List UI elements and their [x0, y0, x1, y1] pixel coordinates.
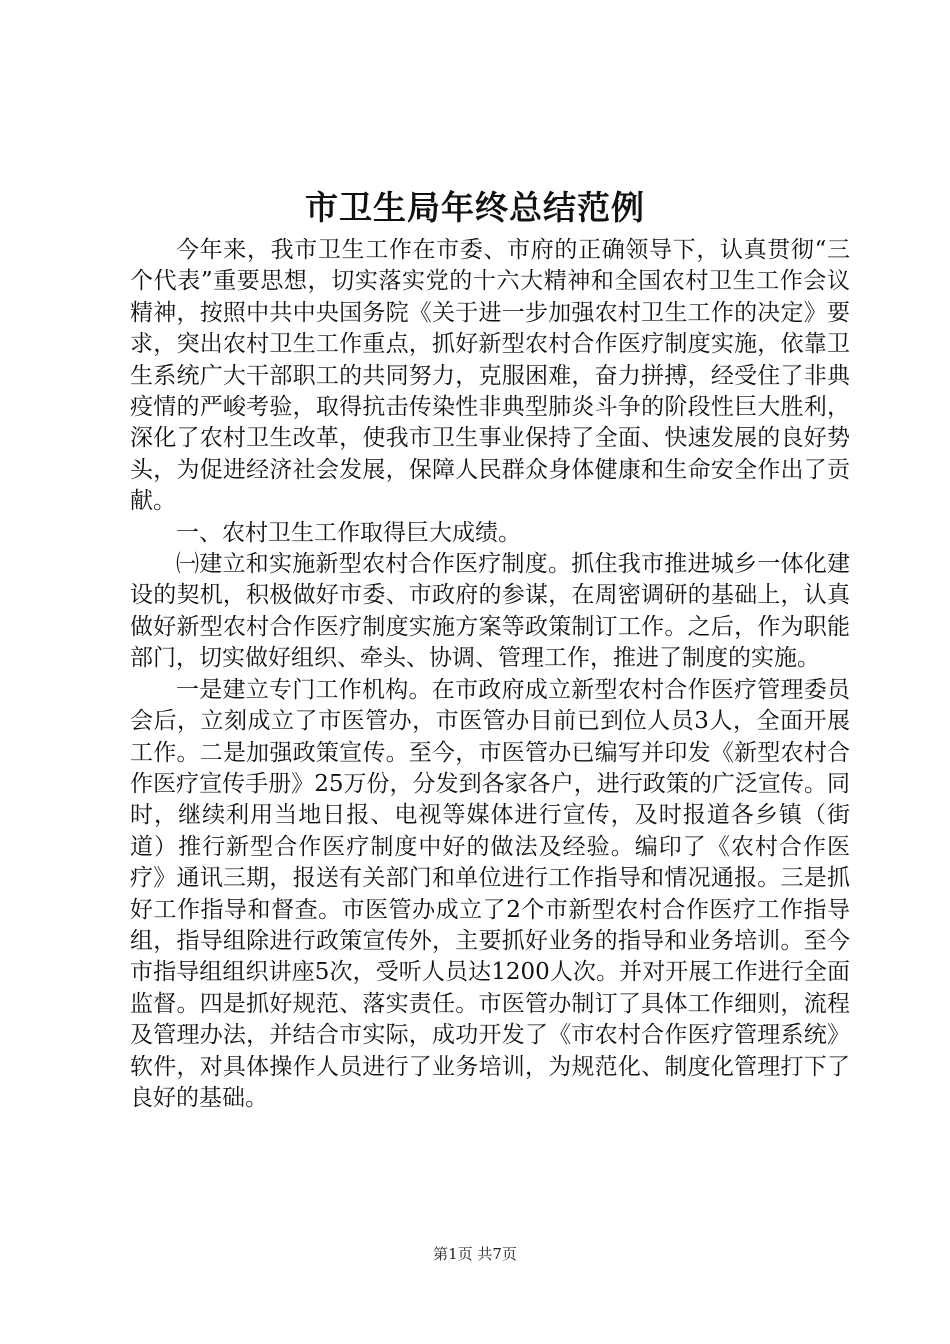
section-heading: 一、农村卫生工作取得巨大成绩。: [176, 519, 521, 546]
paragraph-cooperative-medical: ㈠建立和实施新型农村合作医疗制度。抓住我市推进城乡一体化建设的契机，积极做好市委、市政府的参谋，在周密调研的基础上，认真做好新型农村合作医疗制度实施方案等政策制订工作。之后，作为职能部门，切实做好组织、牵头、协调、管理工作，推进了制度的实施。: [130, 551, 850, 672]
paragraph-intro: 今年来，我市卫生工作在市委、市府的正确领导下，认真贯彻“三个代表”重要思想，切实落实党的十六大精神和全国农村卫生工作会议精神，按照中共中央国务院《关于进一步加强农村卫生工作的决定》要求，突出农村卫生工作重点，抓好新型农村合作医疗制度实施，依靠卫生系统广大干部职工的共同努力，克服困难，奋力拼搏，经受住了非典疫情的严峻考验，取得抗击传染性非典型肺炎斗争的阶段性巨大胜利，深化了农村卫生改革，使我市卫生事业保持了全面、快速发展的良好势头，为促进经济社会发展，保障人民群众身体健康和生命安全作出了贡献。: [130, 237, 850, 515]
paragraph-measures: 一是建立专门工作机构。在市政府成立新型农村合作医疗管理委员会后，立刻成立了市医管办，市医管办目前已到位人员3人，全面开展工作。二是加强政策宣传。至今，市医管办已编写并印发《新型农村合作医疗宣传手册》25万份，分发到各家各户，进行政策的广泛宣传。同时，继续利用当地日报、电视等媒体进行宣传，及时报道各乡镇（街道）推行新型合作医疗制度中好的做法及经验。编印了《农村合作医疗》通讯三期，报送有关部门和单位进行工作指导和情况通报。三是抓好工作指导和督查。市医管办成立了2个市新型农村合作医疗工作指导组，指导组除进行政策宣传外，主要抓好业务的指导和业务培训。至今市指导组组织讲座5次，受听人员达1200人次。并对开展工作进行全面监督。四是抓好规范、落实责任。市医管办制订了具体工作细则，流程及管理办法，并结合市实际，成功开发了《市农村合作医疗管理系统》软件，对具体操作人员进行了业务培训，为规范化、制度化管理打下了良好的基础。: [130, 676, 850, 1111]
page-number: 第1页 共7页: [433, 1245, 517, 1263]
document-body: [130, 235, 850, 1114]
document-title: 市卫生局年终总结范例: [305, 188, 645, 227]
